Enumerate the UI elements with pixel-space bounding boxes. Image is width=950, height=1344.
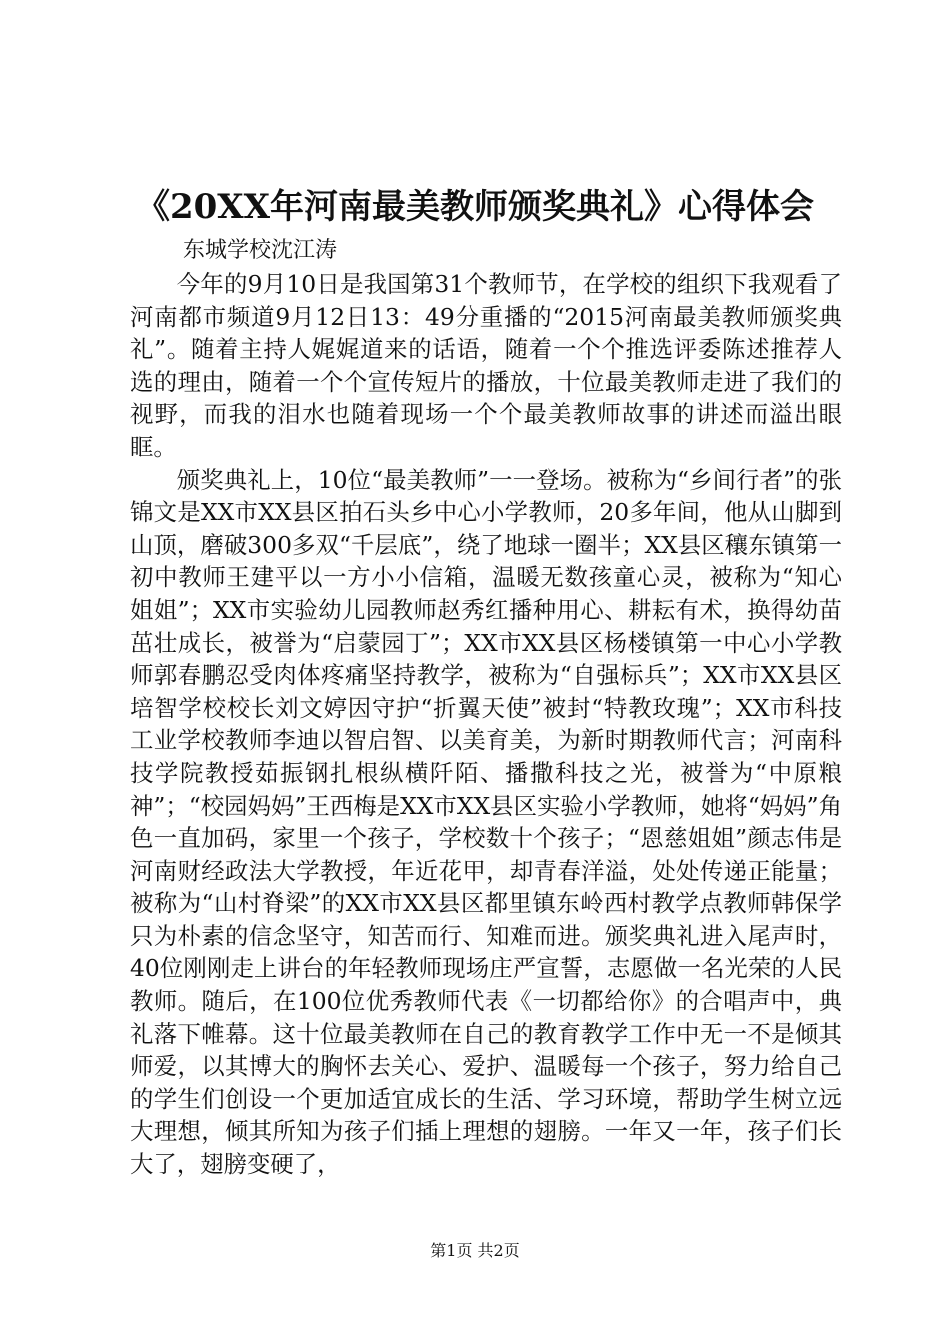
body-paragraph-1: 今年的9月10日是我国第31个教师节，在学校的组织下我观看了河南都市频道9月12日13：49分重播的“2015河南最美教师颁奖典礼”。随着主持人娓娓道来的话语，随着一个个推选评委陈述推荐人选的理由，随着一个个宣传短片的播放，十位最美教师走进了我们的视野，而我的泪水也随着现场一个个最美教师故事的讲述而溢出眼眶。 [130, 270, 842, 461]
body-paragraph-2: 颁奖典礼上，10位“最美教师”一一登场。被称为“乡间行者”的张锦文是XX市XX县区拍石头乡中心小学教师，20多年间，他从山脚到山顶，磨破300多双“千层底”，绕了地球一圈半；XX县区穰东镇第一初中教师王建平以一方小小信箱，温暖无数孩童心灵，被称为“知心姐姐”；XX市实验幼儿园教师赵秀红播种用心、耕耘有术，换得幼苗茁壮成长，被誉为“启蒙园丁”；XX市XX县区杨楼镇第一中心小学教师郭春鹏忍受肉体疼痛坚持教学，被称为“自强标兵”；XX市XX县区培智学校校长刘文婷因守护“折翼天使”被封“特教玫瑰”；XX市科技工业学校教师李迪以智启智、以美育美，为新时期教师代言；河南科技学院教授茹振钢扎根纵横阡陌、播撒科技之光，被誉为“中原粮神”；“校园妈妈”王西梅是XX市XX县区实验小学教师，她将“妈妈”角色一直加码，家里一个孩子，学校数十个孩子；“恩慈姐姐”颜志伟是河南财经政法大学教授，年近花甲，却青春洋溢，处处传递正能量；被称为“山村脊梁”的XX市XX县区都里镇东岭西村教学点教师韩保学只为朴素的信念坚守，知苦而行、知难而进。颁奖典礼进入尾声时，40位刚刚走上讲台的年轻教师现场庄严宣誓，志愿做一名光荣的人民教师。随后，在100位优秀教师代表《一切都给你》的合唱声中，典礼落下帷幕。这十位最美教师在自己的教育教学工作中无一不是倾其师爱，以其博大的胸怀去关心、爱护、温暖每一个孩子，努力给自己的学生们创设一个更加适宜成长的生活、学习环境，帮助学生树立远大理想，倾其所知为孩子们插上理想的翅膀。一年又一年，孩子们长大了，翅膀变硬了， [130, 465, 842, 1179]
document-author: 东城学校沈江涛 [183, 238, 338, 263]
page-footer: 第1页 共2页 [430, 1241, 520, 1260]
document-body [130, 268, 842, 1181]
document-title: 《20XX年河南最美教师颁奖典礼》心得体会 [135, 187, 815, 227]
